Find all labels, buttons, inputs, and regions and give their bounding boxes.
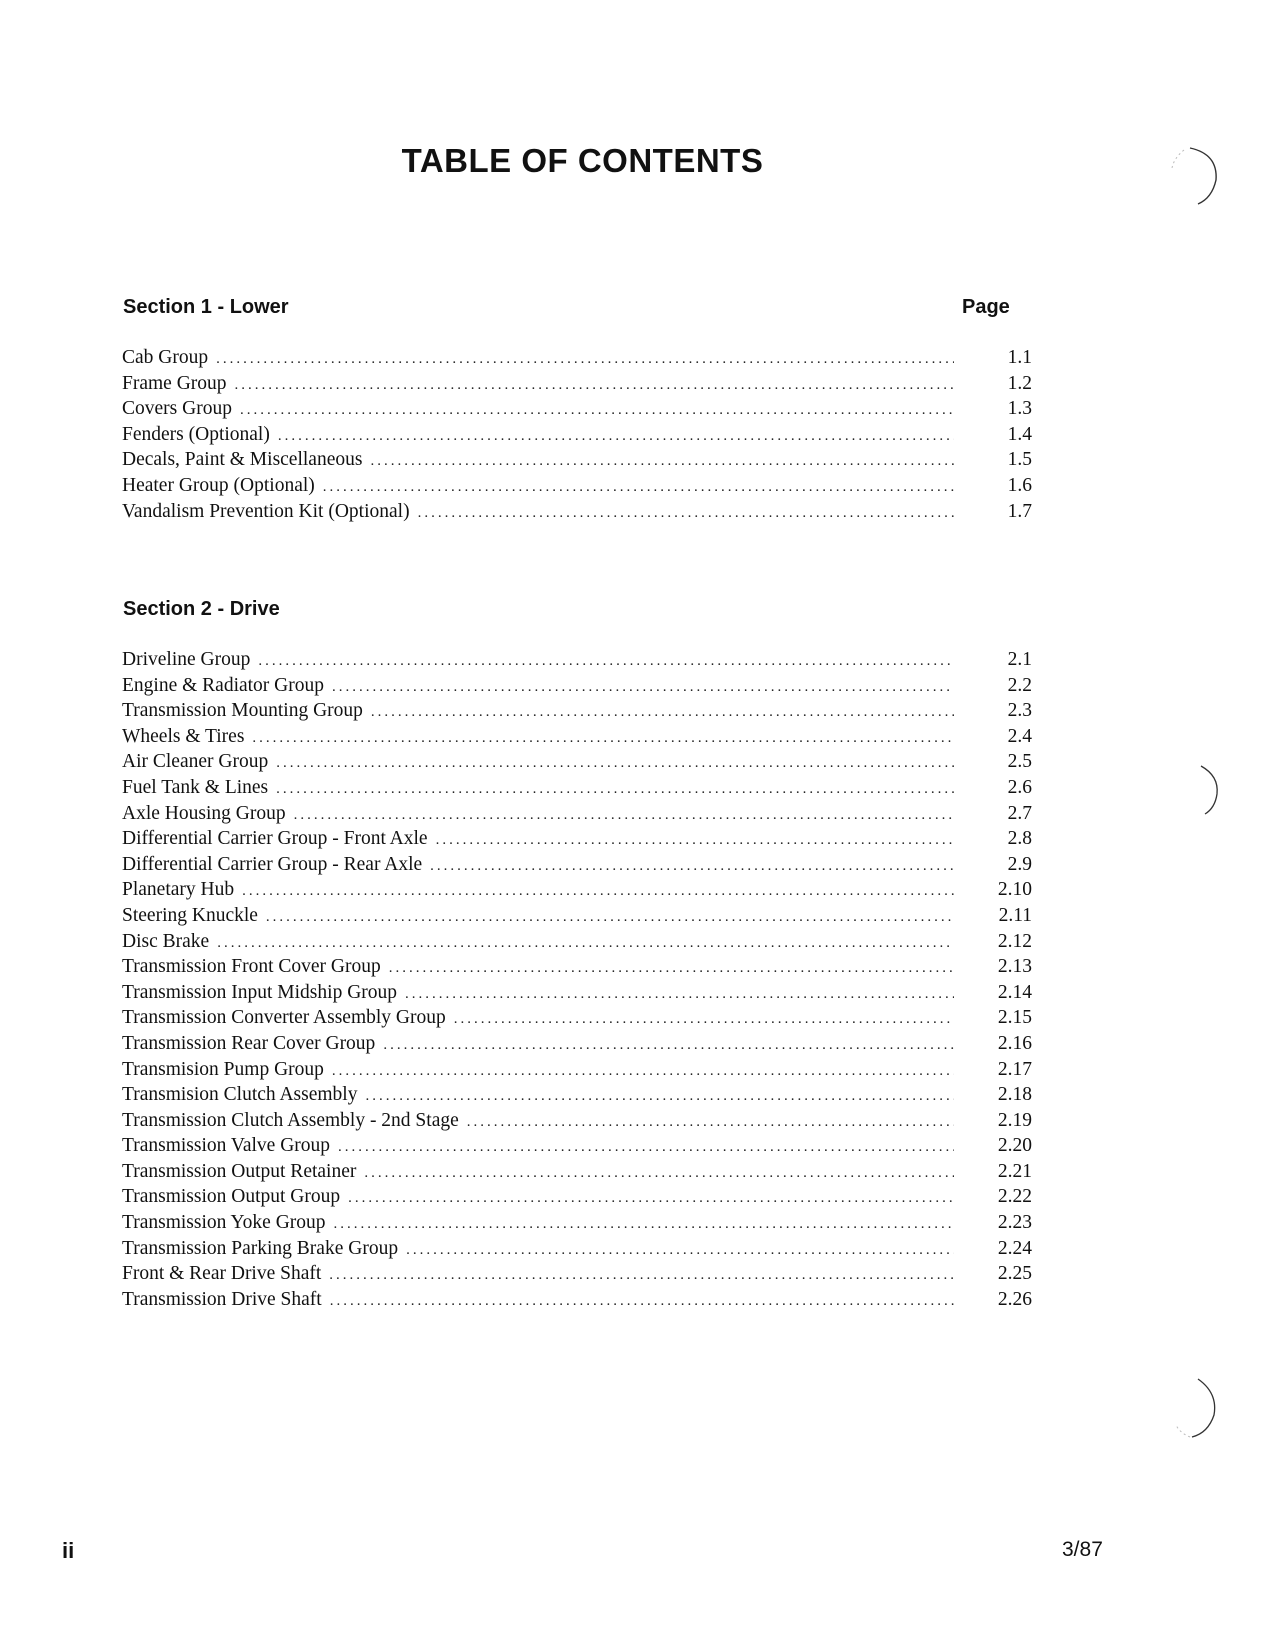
dot-leader — [436, 828, 954, 854]
page-title: TABLE OF CONTENTS — [401, 142, 764, 179]
toc-entry-label: Transmission Converter Assembly Group — [122, 1007, 446, 1029]
dot-leader — [216, 347, 954, 373]
toc-entry[interactable] — [122, 775, 1032, 801]
dot-leader — [278, 424, 954, 450]
toc-entry[interactable] — [122, 345, 1032, 371]
toc-entry[interactable] — [122, 1082, 1032, 1108]
toc-entry[interactable] — [122, 826, 1032, 852]
toc-entry-page: 2.1 — [1007, 649, 1032, 670]
toc-entry-label: Fenders (Optional) — [122, 423, 270, 445]
toc-entry-label: Steering Knuckle — [122, 904, 258, 926]
toc-entry-page: 2.4 — [1007, 725, 1032, 747]
toc-entry-page: 1.6 — [1007, 474, 1032, 496]
toc-entry-page: 2.11 — [998, 904, 1032, 926]
dot-leader — [364, 1161, 954, 1187]
toc-entry[interactable] — [122, 852, 1032, 878]
toc-entry-page: 2.21 — [997, 1160, 1032, 1182]
dot-leader — [235, 373, 954, 399]
toc-entry-page: 2.9 — [1007, 853, 1032, 875]
toc-entry-page: 2.17 — [997, 1058, 1032, 1080]
toc-entry-label: Air Cleaner Group — [122, 751, 269, 773]
toc-entry-label: Transmission Valve Group — [122, 1135, 331, 1157]
toc-entry[interactable] — [122, 1159, 1032, 1185]
toc-entry-page: 2.19 — [997, 1109, 1032, 1131]
toc-entry-page: 2.25 — [997, 1263, 1032, 1285]
dot-leader — [266, 905, 954, 931]
toc-entry[interactable] — [122, 877, 1032, 903]
toc-entry-page: 2.15 — [997, 1007, 1032, 1029]
toc-entry-label: Front & Rear Drive Shaft — [122, 1263, 322, 1285]
dot-leader — [329, 1263, 954, 1289]
toc-entry-page: 2.24 — [997, 1237, 1032, 1259]
toc-entry-label: Driveline Group — [122, 649, 251, 670]
dot-leader — [406, 1238, 954, 1264]
toc-entry[interactable] — [122, 647, 1032, 673]
toc-entry-label: Transmission Clutch Assembly - 2nd Stage — [122, 1109, 459, 1131]
toc-entry-label: Decals, Paint & Miscellaneous — [122, 449, 363, 471]
toc-entry[interactable] — [122, 903, 1032, 929]
dot-leader — [454, 1007, 954, 1033]
toc-entry[interactable] — [122, 724, 1032, 750]
toc-entry[interactable] — [122, 1005, 1032, 1031]
toc-entry-label: Disc Brake — [122, 930, 210, 952]
dot-leader — [418, 501, 954, 527]
dot-leader — [323, 475, 954, 501]
toc-entry-label: Wheels & Tires — [122, 725, 245, 747]
dot-leader — [338, 1135, 954, 1161]
dot-leader — [332, 675, 954, 701]
toc-entry[interactable] — [122, 447, 1032, 473]
toc-entry-page: 2.3 — [1007, 700, 1032, 722]
toc-entry-page: 1.3 — [1007, 398, 1032, 420]
toc-entry[interactable] — [122, 980, 1032, 1006]
toc-entry-page: 2.20 — [997, 1135, 1032, 1157]
punch-hole-mark-bottom — [1170, 1375, 1230, 1445]
toc-entry[interactable] — [122, 473, 1032, 499]
toc-entry-page: 1.1 — [1007, 347, 1032, 368]
dot-leader — [332, 1059, 954, 1085]
toc-entry-label: Transmission Mounting Group — [122, 700, 363, 722]
toc-entry-page: 2.7 — [1007, 802, 1032, 824]
toc-entry-label: Engine & Radiator Group — [122, 674, 324, 696]
toc-entry-page: 2.8 — [1007, 828, 1032, 850]
toc-entry-page: 2.26 — [997, 1288, 1032, 1310]
toc-entry-page: 1.5 — [1007, 449, 1032, 471]
dot-leader — [330, 1289, 954, 1315]
section-1-entries — [122, 345, 1032, 524]
toc-entry-label: Vandalism Prevention Kit (Optional) — [122, 500, 410, 522]
toc-entry-page: 2.13 — [997, 956, 1032, 978]
toc-entry[interactable] — [122, 1261, 1032, 1287]
toc-entry-label: Differential Carrier Group - Front Axle — [122, 828, 428, 850]
toc-entry[interactable] — [122, 1210, 1032, 1236]
toc-entry[interactable] — [122, 1133, 1032, 1159]
toc-entry[interactable] — [122, 1108, 1032, 1134]
toc-entry[interactable] — [122, 673, 1032, 699]
dot-leader — [370, 449, 954, 475]
toc-entry[interactable] — [122, 1236, 1032, 1262]
toc-entry-label: Transmission Rear Cover Group — [122, 1032, 376, 1054]
toc-entry[interactable] — [122, 396, 1032, 422]
toc-entry-label: Frame Group — [122, 372, 227, 394]
section-2-heading: Section 2 - Drive — [123, 598, 280, 620]
section-1-heading: Section 1 - Lower — [123, 296, 289, 318]
section-2-entries — [122, 647, 1032, 1312]
toc-entry[interactable] — [122, 422, 1032, 448]
toc-entry-label: Axle Housing Group — [122, 802, 286, 824]
toc-entry-page: 2.10 — [997, 879, 1032, 901]
toc-entry-label: Heater Group (Optional) — [122, 474, 315, 496]
toc-entry-page: 1.7 — [1007, 500, 1032, 522]
dot-leader — [258, 649, 954, 675]
toc-entry-page: 2.22 — [997, 1186, 1032, 1208]
toc-entry-label: Transmision Clutch Assembly — [122, 1084, 358, 1106]
toc-entry-page: 2.16 — [997, 1032, 1032, 1054]
toc-entry[interactable] — [122, 698, 1032, 724]
dot-leader — [217, 931, 954, 957]
dot-leader — [365, 1084, 954, 1110]
dot-leader — [389, 956, 954, 982]
toc-entry-page: 1.2 — [1007, 372, 1032, 394]
toc-entry[interactable] — [122, 801, 1032, 827]
toc-entry-label: Cab Group — [122, 347, 209, 368]
toc-entry-label: Transmission Output Retainer — [122, 1160, 357, 1182]
punch-hole-mark-top — [1160, 140, 1230, 210]
dot-leader — [383, 1033, 954, 1059]
toc-entry-label: Covers Group — [122, 398, 232, 420]
toc-entry[interactable] — [122, 1057, 1032, 1083]
punch-hole-mark-middle — [1195, 760, 1235, 820]
toc-entry-page: 2.23 — [997, 1212, 1032, 1234]
toc-entry[interactable] — [122, 1287, 1032, 1313]
toc-entry-label: Transmision Pump Group — [122, 1058, 324, 1080]
toc-entry-label: Planetary Hub — [122, 879, 235, 901]
toc-entry[interactable] — [122, 1031, 1032, 1057]
dot-leader — [405, 982, 954, 1008]
toc-entry-page: 2.18 — [997, 1084, 1032, 1106]
toc-entry-page: 2.5 — [1007, 751, 1032, 773]
footer-date: 3/87 — [1062, 1538, 1103, 1561]
dot-leader — [467, 1110, 954, 1136]
toc-entry[interactable] — [122, 371, 1032, 397]
footer-page-number: ii — [62, 1538, 75, 1563]
toc-entry-label: Transmission Output Group — [122, 1186, 341, 1208]
dot-leader — [242, 879, 954, 905]
dot-leader — [240, 398, 954, 424]
page-column-heading: Page — [962, 296, 1010, 318]
toc-entry-label: Transmission Input Midship Group — [122, 981, 398, 1003]
toc-entry-label: Transmission Drive Shaft — [122, 1288, 322, 1310]
toc-entry-label: Transmission Yoke Group — [122, 1212, 326, 1234]
dot-leader — [276, 777, 954, 803]
toc-entry[interactable] — [122, 929, 1032, 955]
dot-leader — [348, 1186, 954, 1212]
toc-entry-label: Transmission Parking Brake Group — [122, 1237, 399, 1259]
toc-entry-label: Transmission Front Cover Group — [122, 956, 381, 978]
toc-entry[interactable] — [122, 1184, 1032, 1210]
dot-leader — [294, 803, 954, 829]
toc-entry[interactable] — [122, 954, 1032, 980]
toc-entry-label: Differential Carrier Group - Rear Axle — [122, 853, 423, 875]
dot-leader — [252, 726, 954, 752]
dot-leader — [430, 854, 954, 880]
toc-entry-page: 2.12 — [997, 930, 1032, 952]
dot-leader — [334, 1212, 954, 1238]
toc-entry-label: Fuel Tank & Lines — [122, 776, 269, 798]
dot-leader — [371, 700, 954, 726]
toc-entry-page: 2.6 — [1007, 776, 1032, 798]
toc-entry-page: 2.14 — [997, 981, 1032, 1003]
toc-entry-page: 1.4 — [1007, 423, 1032, 445]
toc-entry[interactable] — [122, 499, 1032, 525]
dot-leader — [276, 751, 954, 777]
toc-entry[interactable] — [122, 749, 1032, 775]
toc-entry-page: 2.2 — [1007, 674, 1032, 696]
